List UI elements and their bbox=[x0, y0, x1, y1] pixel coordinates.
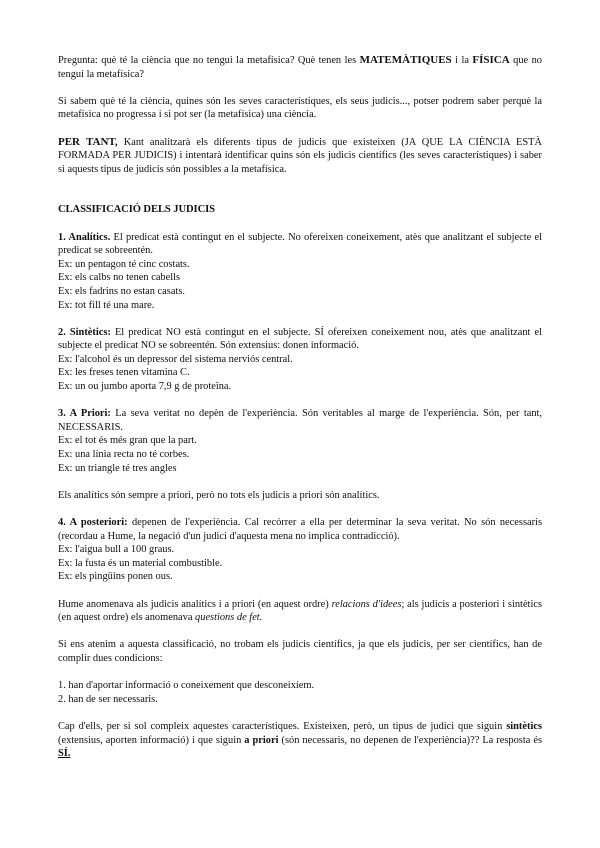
a-priori-emphasis: a priori bbox=[244, 734, 279, 746]
example-line: Ex: l'aigua bull a 100 graus. bbox=[58, 544, 175, 556]
conditions-intro: Si ens atenim a aquesta classificació, no trobam els judicis científics, ja que els judicis, per ser científics, han de complir dues condicions: bbox=[58, 639, 542, 664]
example-line: Ex: un ou jumbo aporta 7,9 g de proteïna. bbox=[58, 381, 232, 393]
example-line: Ex: un pentagon té cinc costats. bbox=[58, 258, 190, 270]
example-line: Ex: les freses tenen vitamina C. bbox=[58, 367, 190, 379]
section-sintetics: 2. Sintètics: El predicat NO està contingut en el subjecte. SÍ ofereixen coneixement nou, atès que analitzant el subjecte el predicat NO se sobreentén. Són extensius: donen informació. bbox=[58, 326, 542, 352]
sintetics-emphasis: sintètics bbox=[506, 720, 542, 732]
per-tant-emphasis: PER TANT, bbox=[58, 135, 118, 148]
section-analitics: 1. Analítics. El predicat està contingut en el subjecte. No ofereixen coneixement, atès que analitzant el subjecte el predicat se sobreentén. bbox=[58, 231, 542, 257]
final-paragraph: Cap d'ells, per si sol compleix aquestes característiques. Existeixen, però, un tipus de judici que siguin sintètics (extensius, aporten informació) i que siguin a priori (són necessaris, no depenen de l'experiència)?? La resposta és SÍ. bbox=[58, 720, 543, 760]
relacions-d-idees-term: relacions d'idees bbox=[331, 598, 402, 610]
hume-paragraph: Hume anomenava als judicis analítics i a priori (en aquest ordre) relacions d'idees; als judicis a posteriori i sintètics (en aquest ordre) els anomenava questions de fet. bbox=[58, 598, 542, 624]
example-line: Ex: l'alcohol és un depressor del sistema nerviós central. bbox=[58, 353, 293, 365]
intro-paragraph-2: Si sabem què té la ciència, quines són les seves característiques, els seus judicis..., potser podrem saber perquè la metafísica no progressa i si pot ser (la metafísica) una ciència. bbox=[58, 95, 542, 121]
intro-question: Pregunta: què té la ciència que no tengui la metafísica? Què tenen les MATEMÀTIQUES i la FÍSICA que no tengui la metafísica? bbox=[58, 54, 542, 80]
example-line: Ex: els fadrins no estan casats. bbox=[58, 285, 185, 297]
physics-emphasis: FÍSICA bbox=[472, 54, 510, 66]
note-analitics: Els analítics són sempre a priori, però no tots els judicis a priori són analítics. bbox=[58, 489, 380, 501]
condition-item: 2. han de ser necessaris. bbox=[58, 693, 158, 705]
example-line: Ex: el tot és més gran que la part. bbox=[58, 435, 197, 447]
example-line: Ex: la fusta és un material combustible. bbox=[58, 557, 223, 569]
intro-paragraph-3: PER TANT, Kant analitzarà els diferents tipus de judicis que existeixen (JA QUE LA CIÈNCIA ESTÀ FORMADA PER JUDICIS) i intentarà identificar quins són els judicis científics (les seves característiques) i saber si aquests tipus de judicis són possibles a la metafísica. bbox=[58, 135, 542, 175]
condition-item: 1. han d'aportar informació o coneixement que desconeixíem. bbox=[58, 680, 315, 692]
section-heading: CLASSIFICACIÓ DELS JUDICIS bbox=[58, 204, 215, 216]
math-emphasis: MATEMÀTIQUES bbox=[359, 54, 452, 66]
section-a-priori: 3. A Priori: La seva veritat no depèn de l'experiència. Són veritables al marge de l'experiència. Són, per tant, NECESSARIS. bbox=[58, 408, 542, 433]
example-line: Ex: tot fill té una mare. bbox=[58, 299, 155, 311]
example-line: Ex: un triangle té tres angles bbox=[58, 462, 177, 474]
answer-si: SÍ. bbox=[58, 748, 71, 760]
example-line: Ex: una línia recta no té corbes. bbox=[58, 449, 190, 461]
document-page bbox=[58, 54, 542, 761]
section-a-posteriori: 4. A posteriori: depenen de l'experiència. Cal recórrer a ella per determinar la seva veritat. No són necessaris (recordau a Hume, la negació d'un judici d'aquesta mena no implica contradicció). bbox=[58, 517, 542, 542]
questions-de-fet-term: questions de fet. bbox=[195, 612, 263, 624]
example-line: Ex: els calbs no tenen cabells bbox=[58, 272, 181, 284]
example-line: Ex: els pingüins ponen ous. bbox=[58, 571, 173, 583]
